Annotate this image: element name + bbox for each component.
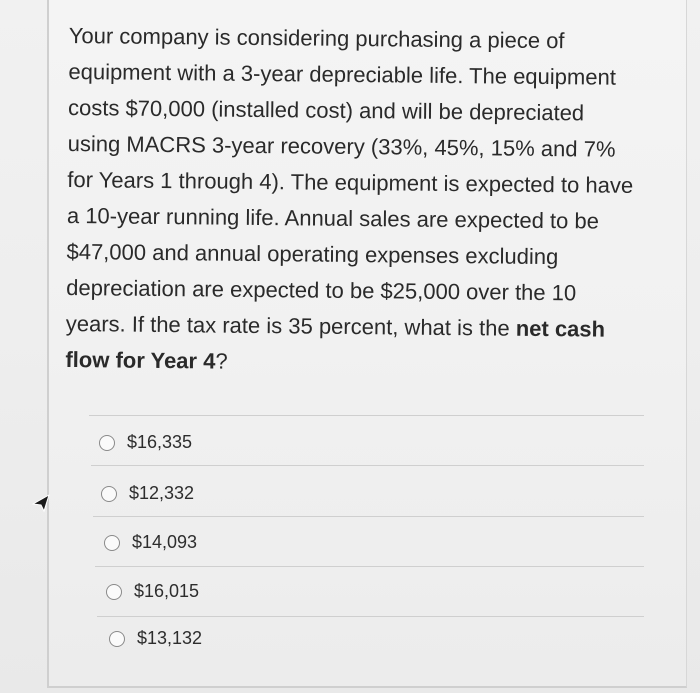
- question-line: equipment with a 3-year depreciable life. The equipment: [68, 58, 617, 90]
- answer-option-label: $16,015: [134, 581, 200, 601]
- question-mark: ?: [215, 348, 228, 374]
- answer-option-label: $14,093: [132, 532, 198, 552]
- question-line: [66, 306, 666, 348]
- divider: [97, 616, 644, 617]
- answer-option[interactable]: [106, 581, 199, 602]
- question-line: for Years 1 through 4). The equipment is expected to have: [67, 166, 634, 198]
- answer-option[interactable]: [101, 483, 194, 504]
- radio-button[interactable]: [101, 486, 117, 502]
- question-line: a 10-year running life. Annual sales are expected to be: [66, 202, 600, 234]
- answer-option[interactable]: [104, 532, 197, 553]
- radio-button[interactable]: [99, 435, 115, 451]
- question-line: costs $70,000 (installed cost) and will be depreciated: [67, 94, 585, 126]
- answer-option-label: $12,332: [129, 483, 195, 503]
- answer-option[interactable]: [99, 432, 192, 453]
- question-line: using MACRS 3-year recovery (33%, 45%, 15% and 7%: [67, 130, 616, 162]
- answer-option[interactable]: [109, 628, 202, 649]
- divider: [91, 465, 644, 466]
- question-emphasis: flow for Year 4: [65, 346, 216, 374]
- question-text: [65, 18, 669, 384]
- divider: [93, 516, 644, 517]
- divider: [89, 415, 644, 416]
- question-line-text: years. If the tax rate is 35 percent, what is the: [65, 310, 510, 341]
- question-card: [47, 0, 687, 688]
- question-line: Your company is considering purchasing a piece of: [68, 22, 565, 54]
- radio-button[interactable]: [106, 584, 122, 600]
- question-line: $47,000 and annual operating expenses excluding: [66, 238, 559, 270]
- question-line: [65, 342, 665, 384]
- mouse-pointer-icon: [30, 492, 52, 514]
- question-emphasis: net cash: [515, 315, 606, 342]
- answer-option-label: $13,132: [137, 628, 203, 648]
- radio-button[interactable]: [109, 631, 125, 647]
- divider: [95, 566, 644, 567]
- question-line: depreciation are expected to be $25,000 over the 10: [66, 274, 577, 306]
- radio-button[interactable]: [104, 535, 120, 551]
- answer-option-label: $16,335: [127, 432, 193, 452]
